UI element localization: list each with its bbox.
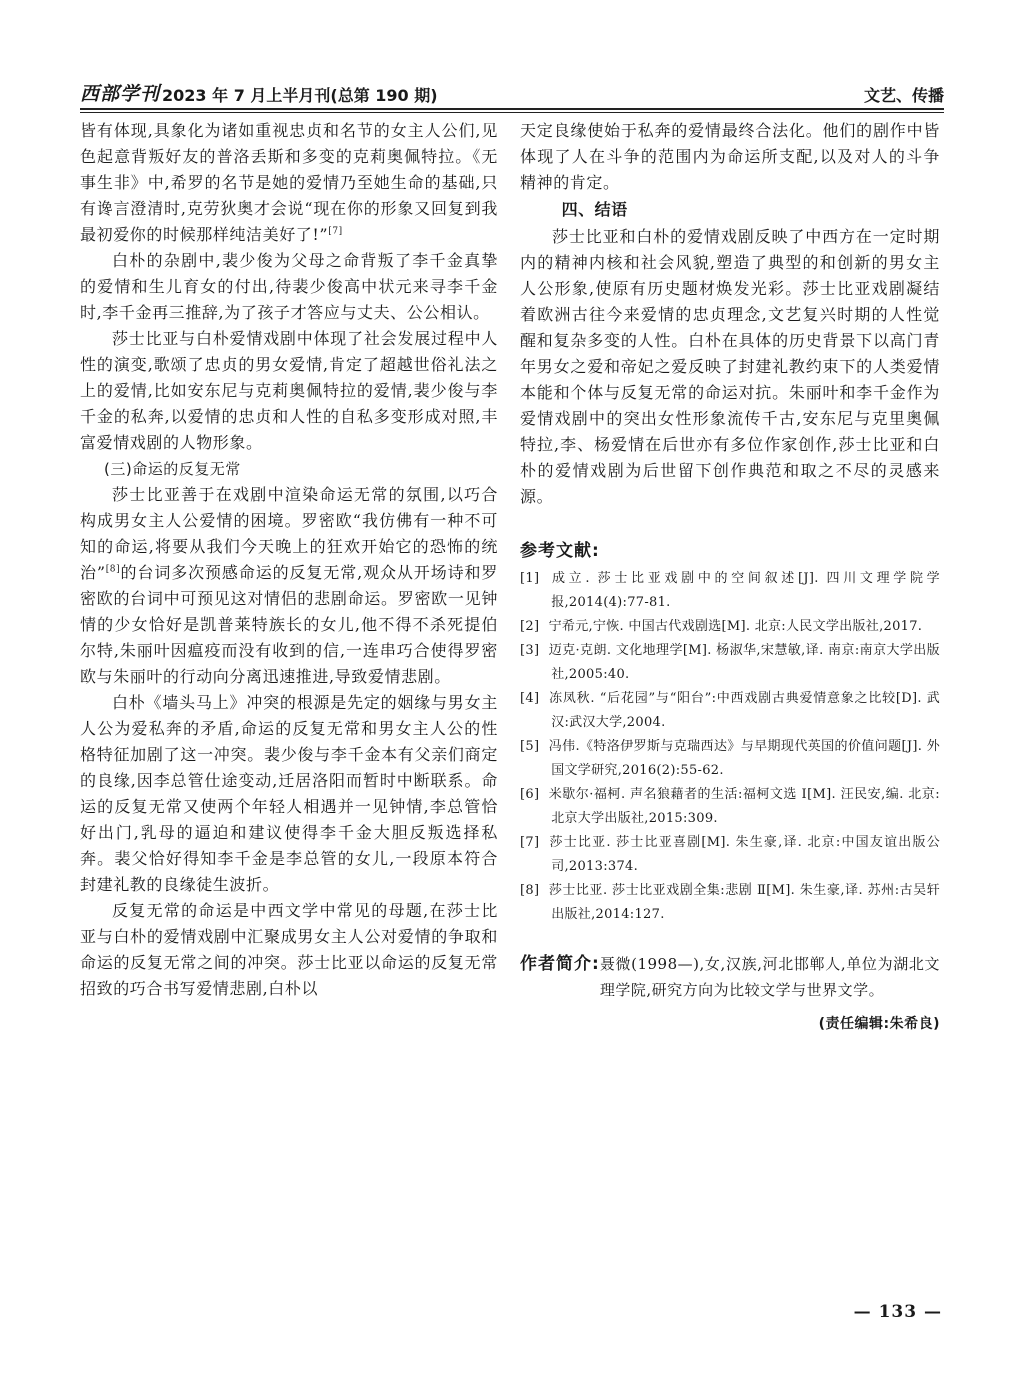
reference-item: [8] 莎士比亚. 莎士比亚戏剧全集:悲剧 Ⅱ[M]. 朱生豪,译. 苏州:古吴轩出版社,2014:127. xyxy=(520,883,940,922)
paragraph: 莎士比亚善于在戏剧中渲染命运无常的氛围,以巧合构成男女主人公爱情的困境。罗密欧“我仿佛有一种不可知的命运,将要从我们今天晚上的狂欢开始它的恐怖的统治”[8]的台词多次预感命运的反复无常,观众从开场诗和罗密欧的台词中可预见这对情侣的悲剧命运。罗密欧一见钟情的少女恰好是凯普莱特族长的女儿,他不得不杀死提伯尔特,朱丽叶因瘟疫而没有收到的信,一连串巧合使得罗密欧与朱丽叶的行动向分离迅速推进,导致爱情悲剧。 xyxy=(80,485,498,686)
journal-logo: 西部学刊 xyxy=(80,83,161,105)
paragraph: 皆有体现,具象化为诸如重视忠贞和名节的女主人公们,见色起意背叛好友的普洛丢斯和多变的克莉奥佩特拉。《无事生非》中,希罗的名节是她的爱情乃至她生命的基础,只有谗言澄清时,克劳狄奥才会说“现在你的形象又回复到我最初爱你的时候那样纯洁美好了!”[7] xyxy=(80,121,498,244)
section-name: 文艺、传播 xyxy=(863,86,944,105)
left-column xyxy=(80,118,498,1002)
reference-item: [4] 冻凤秋. “后花园”与“阳台”:中西戏剧古典爱情意象之比较[D]. 武汉:武汉大学,2004. xyxy=(520,691,940,730)
reference-item: [6] 米歇尔·福柯. 声名狼藉者的生活:福柯文选 Ⅰ[M]. 汪民安,编. 北京:北京大学出版社,2015:309. xyxy=(520,787,940,826)
paragraph: 天定良缘使始于私奔的爱情最终合法化。他们的剧作中皆体现了人在斗争的范围内为命运所支配,以及对人的斗争精神的肯定。 xyxy=(520,121,940,192)
citation-mark: [8] xyxy=(105,564,121,575)
header-rule xyxy=(80,108,944,110)
subheading: (三)命运的反复无常 xyxy=(104,460,241,478)
author-bio xyxy=(520,951,940,1003)
header-rule-thin xyxy=(80,112,944,113)
paragraph: 白朴《墙头马上》冲突的根源是先定的姻缘与男女主人公为爱私奔的矛盾,命运的反复无常和男女主人公的性格特征加剧了这一冲突。裴少俊与李千金本有父亲们商定的良缘,因李总管仕途变动,迁居洛阳而暂时中断联系。命运的反复无常又使两个年轻人相遇并一见钟情,李总管恰好出门,乳母的逼迫和建议使得李千金大胆反叛选择私奔。裴父恰好得知李千金是李总管的女儿,一段原本符合封建礼教的良缘徒生波折。 xyxy=(80,693,498,894)
reference-item: [1] 成立. 莎士比亚戏剧中的空间叙述[J]. 四川文理学院学报,2014(4):77-81. xyxy=(520,571,940,610)
paragraph: 反复无常的命运是中西文学中常见的母题,在莎士比亚与白朴的爱情戏剧中汇聚成男女主人公对爱情的争取和命运的反复无常之间的冲突。莎士比亚以命运的反复无常招致的巧合书写爱情悲剧,白朴以 xyxy=(80,901,498,998)
reference-item: [3] 迈克·克朗. 文化地理学[M]. 杨淑华,宋慧敏,译. 南京:南京大学出版社,2005:40. xyxy=(520,643,940,682)
issue-info: 2023 年 7 月上半月刊(总第 190 期) xyxy=(162,86,438,105)
section-heading: 四、结语 xyxy=(561,200,628,219)
responsible-editor: (责任编辑:朱希良) xyxy=(818,1016,940,1032)
reference-item: [2] 宁希元,宁恢. 中国古代戏剧选[M]. 北京:人民文学出版社,2017. xyxy=(520,619,923,634)
reference-item: [7] 莎士比亚. 莎士比亚喜剧[M]. 朱生豪,译. 北京:中国友谊出版公司,2013:374. xyxy=(520,835,940,874)
right-column xyxy=(520,118,940,1033)
reference-item: [5] 冯伟.《特洛伊罗斯与克瑞西达》与早期现代英国的价值问题[J]. 外国文学研究,2016(2):55-62. xyxy=(520,739,940,778)
author-label: 作者简介: xyxy=(520,954,600,974)
reference-list xyxy=(520,567,940,927)
header-left xyxy=(80,79,438,106)
author-text: 聂微(1998—),女,汉族,河北邯郸人,单位为湖北文理学院,研究方向为比较文学与世界文学。 xyxy=(599,955,940,999)
references-title: 参考文献: xyxy=(520,541,600,561)
paragraph: 白朴的杂剧中,裴少俊为父母之命背叛了李千金真挚的爱情和生儿育女的付出,待裴少俊高中状元来寻李千金时,李千金再三推辞,为了孩子才答应与丈夫、公公相认。 xyxy=(80,251,498,322)
page-number: — 133 — xyxy=(853,1302,942,1322)
running-header xyxy=(80,70,944,106)
paragraph: 莎士比亚与白朴爱情戏剧中体现了社会发展过程中人性的演变,歌颂了忠贞的男女爱情,肯定了超越世俗礼法之上的爱情,比如安东尼与克莉奥佩特拉的爱情,裴少俊与李千金的私奔,以爱情的忠贞和人性的自私多变形成对照,丰富爱情戏剧的人物形象。 xyxy=(80,329,498,452)
paragraph: 莎士比亚和白朴的爱情戏剧反映了中西方在一定时期内的精神内核和社会风貌,塑造了典型的和创新的男女主人公形象,使原有历史题材焕发光彩。莎士比亚戏剧凝结着欧洲古往今来爱情的忠贞理念,文艺复兴时期的人性觉醒和复杂多变的人性。白朴在具体的历史背景下以高门青年男女之爱和帝妃之爱反映了封建礼教约束下的人类爱情本能和个体与反复无常的命运对抗。朱丽叶和李千金作为爱情戏剧中的突出女性形象流传千古,安东尼与克里奥佩特拉,李、杨爱情在后世亦有多位作家创作,莎士比亚和白朴的爱情戏剧为后世留下创作典范和取之不尽的灵感来源。 xyxy=(520,227,940,506)
citation-mark: [7] xyxy=(328,226,343,237)
